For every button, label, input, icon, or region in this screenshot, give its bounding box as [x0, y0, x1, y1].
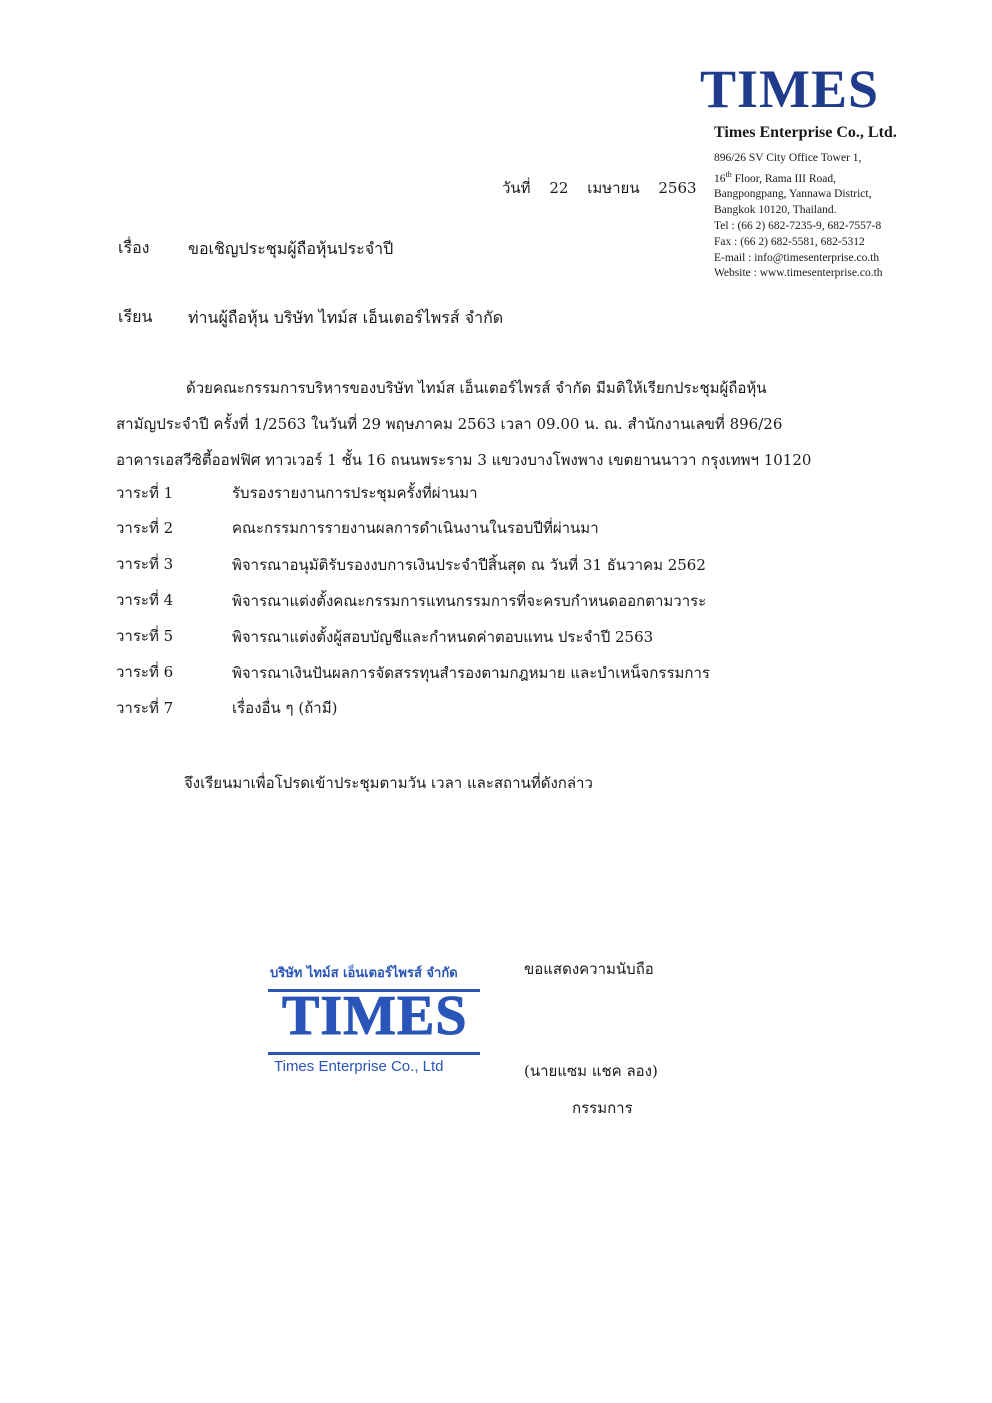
recipient-label: เรียน — [118, 307, 153, 326]
signer-title: กรรมการ — [572, 1099, 633, 1117]
agenda-text: เรื่องอื่น ๆ (ถ้ามี) — [232, 699, 338, 717]
signer-name: (นายแซม แชค ลอง) — [524, 1062, 658, 1080]
agenda-text: รับรองรายงานการประชุมครั้งที่ผ่านมา — [232, 484, 478, 502]
closing-text: จึงเรียนมาเพื่อโปรดเข้าประชุมตามวัน เวลา และสถานที่ดังกล่าว — [184, 774, 593, 792]
letter-date — [502, 176, 697, 200]
stamp-logo: TIMES — [282, 985, 468, 1047]
recipient-text: ท่านผู้ถือหุ้น บริษัท ไทม์ส เอ็นเตอร์ไพรส์ จำกัด — [188, 308, 504, 327]
date-day: 22 — [549, 179, 569, 197]
agenda-text: พิจารณาแต่งตั้งผู้สอบบัญชีและกำหนดค่าตอบแทน ประจำปี 2563 — [232, 628, 654, 646]
agenda-number: วาระที่ 2 — [116, 519, 174, 537]
agenda-text: พิจารณาแต่งตั้งคณะกรรมการแทนกรรมการที่จะครบกำหนดออกตามวาระ — [232, 592, 707, 610]
agenda-number: วาระที่ 5 — [116, 627, 174, 645]
website: Website : www.timesenterprise.co.th — [714, 267, 883, 280]
body-line-2: สามัญประจำปี ครั้งที่ 1/2563 ในวันที่ 29 พฤษภาคม 2563 เวลา 09.00 น. ณ. สำนักงานเลขที่ 896/26 — [116, 415, 783, 433]
agenda-number: วาระที่ 3 — [116, 555, 174, 573]
email: E-mail : info@timesenterprise.co.th — [714, 251, 880, 264]
company-name: Times Enterprise Co., Ltd. — [714, 124, 897, 141]
address-line: Bangkok 10120, Thailand. — [714, 204, 837, 217]
date-month: เมษายน — [587, 179, 640, 197]
date-year: 2563 — [658, 179, 697, 197]
agenda-number: วาระที่ 4 — [116, 591, 174, 609]
regards-text: ขอแสดงความนับถือ — [524, 960, 654, 978]
agenda-number: วาระที่ 1 — [116, 484, 174, 502]
body-line-1: ด้วยคณะกรรมการบริหารของบริษัท ไทม์ส เอ็นเตอร์ไพรส์ จำกัด มีมติให้เรียกประชุมผู้ถือหุ้น — [186, 379, 767, 397]
address-line: 896/26 SV City Office Tower 1, — [714, 152, 862, 164]
agenda-number: วาระที่ 6 — [116, 663, 174, 681]
body-line-3: อาคารเอสวีซิตี้ออฟฟิศ ทาวเวอร์ 1 ชั้น 16 ถนนพระราม 3 แขวงบางโพงพาง เขตยานนาวา กรุงเทพฯ 10120 — [116, 451, 812, 469]
stamp-divider — [268, 1052, 480, 1055]
address-floor — [714, 167, 883, 188]
telephone: Tel : (66 2) 682-7235-9, 682-7557-8 — [714, 220, 882, 233]
stamp-thai-name: บริษัท ไทม์ส เอ็นเตอร์ไพรส์ จำกัด — [270, 966, 458, 981]
floor-suffix: th — [725, 169, 732, 179]
agenda-text: พิจารณาเงินปันผลการจัดสรรทุนสำรองตามกฎหมาย และบำเหน็จกรรมการ — [232, 664, 710, 682]
subject-label: เรื่อง — [118, 238, 150, 257]
agenda-text: พิจารณาอนุมัติรับรองงบการเงินประจำปีสิ้นสุด ณ วันที่ 31 ธันวาคม 2562 — [232, 556, 706, 574]
agenda-number: วาระที่ 7 — [116, 699, 174, 717]
floor-road: Floor, Rama III Road, — [731, 172, 837, 185]
date-label: วันที่ — [502, 179, 531, 197]
company-logo: TIMES — [700, 59, 880, 119]
company-stamp — [268, 962, 482, 1082]
fax: Fax : (66 2) 682-5581, 682-5312 — [714, 235, 865, 248]
agenda-text: คณะกรรมการรายงานผลการดำเนินงานในรอบปีที่ผ่านมา — [232, 519, 599, 537]
subject-text: ขอเชิญประชุมผู้ถือหุ้นประจำปี — [188, 239, 394, 258]
floor-number: 16 — [714, 172, 726, 185]
stamp-english-name: Times Enterprise Co., Ltd — [274, 1058, 444, 1075]
company-address — [714, 151, 883, 282]
address-line: Bangpongpang, Yannawa District, — [714, 188, 872, 201]
